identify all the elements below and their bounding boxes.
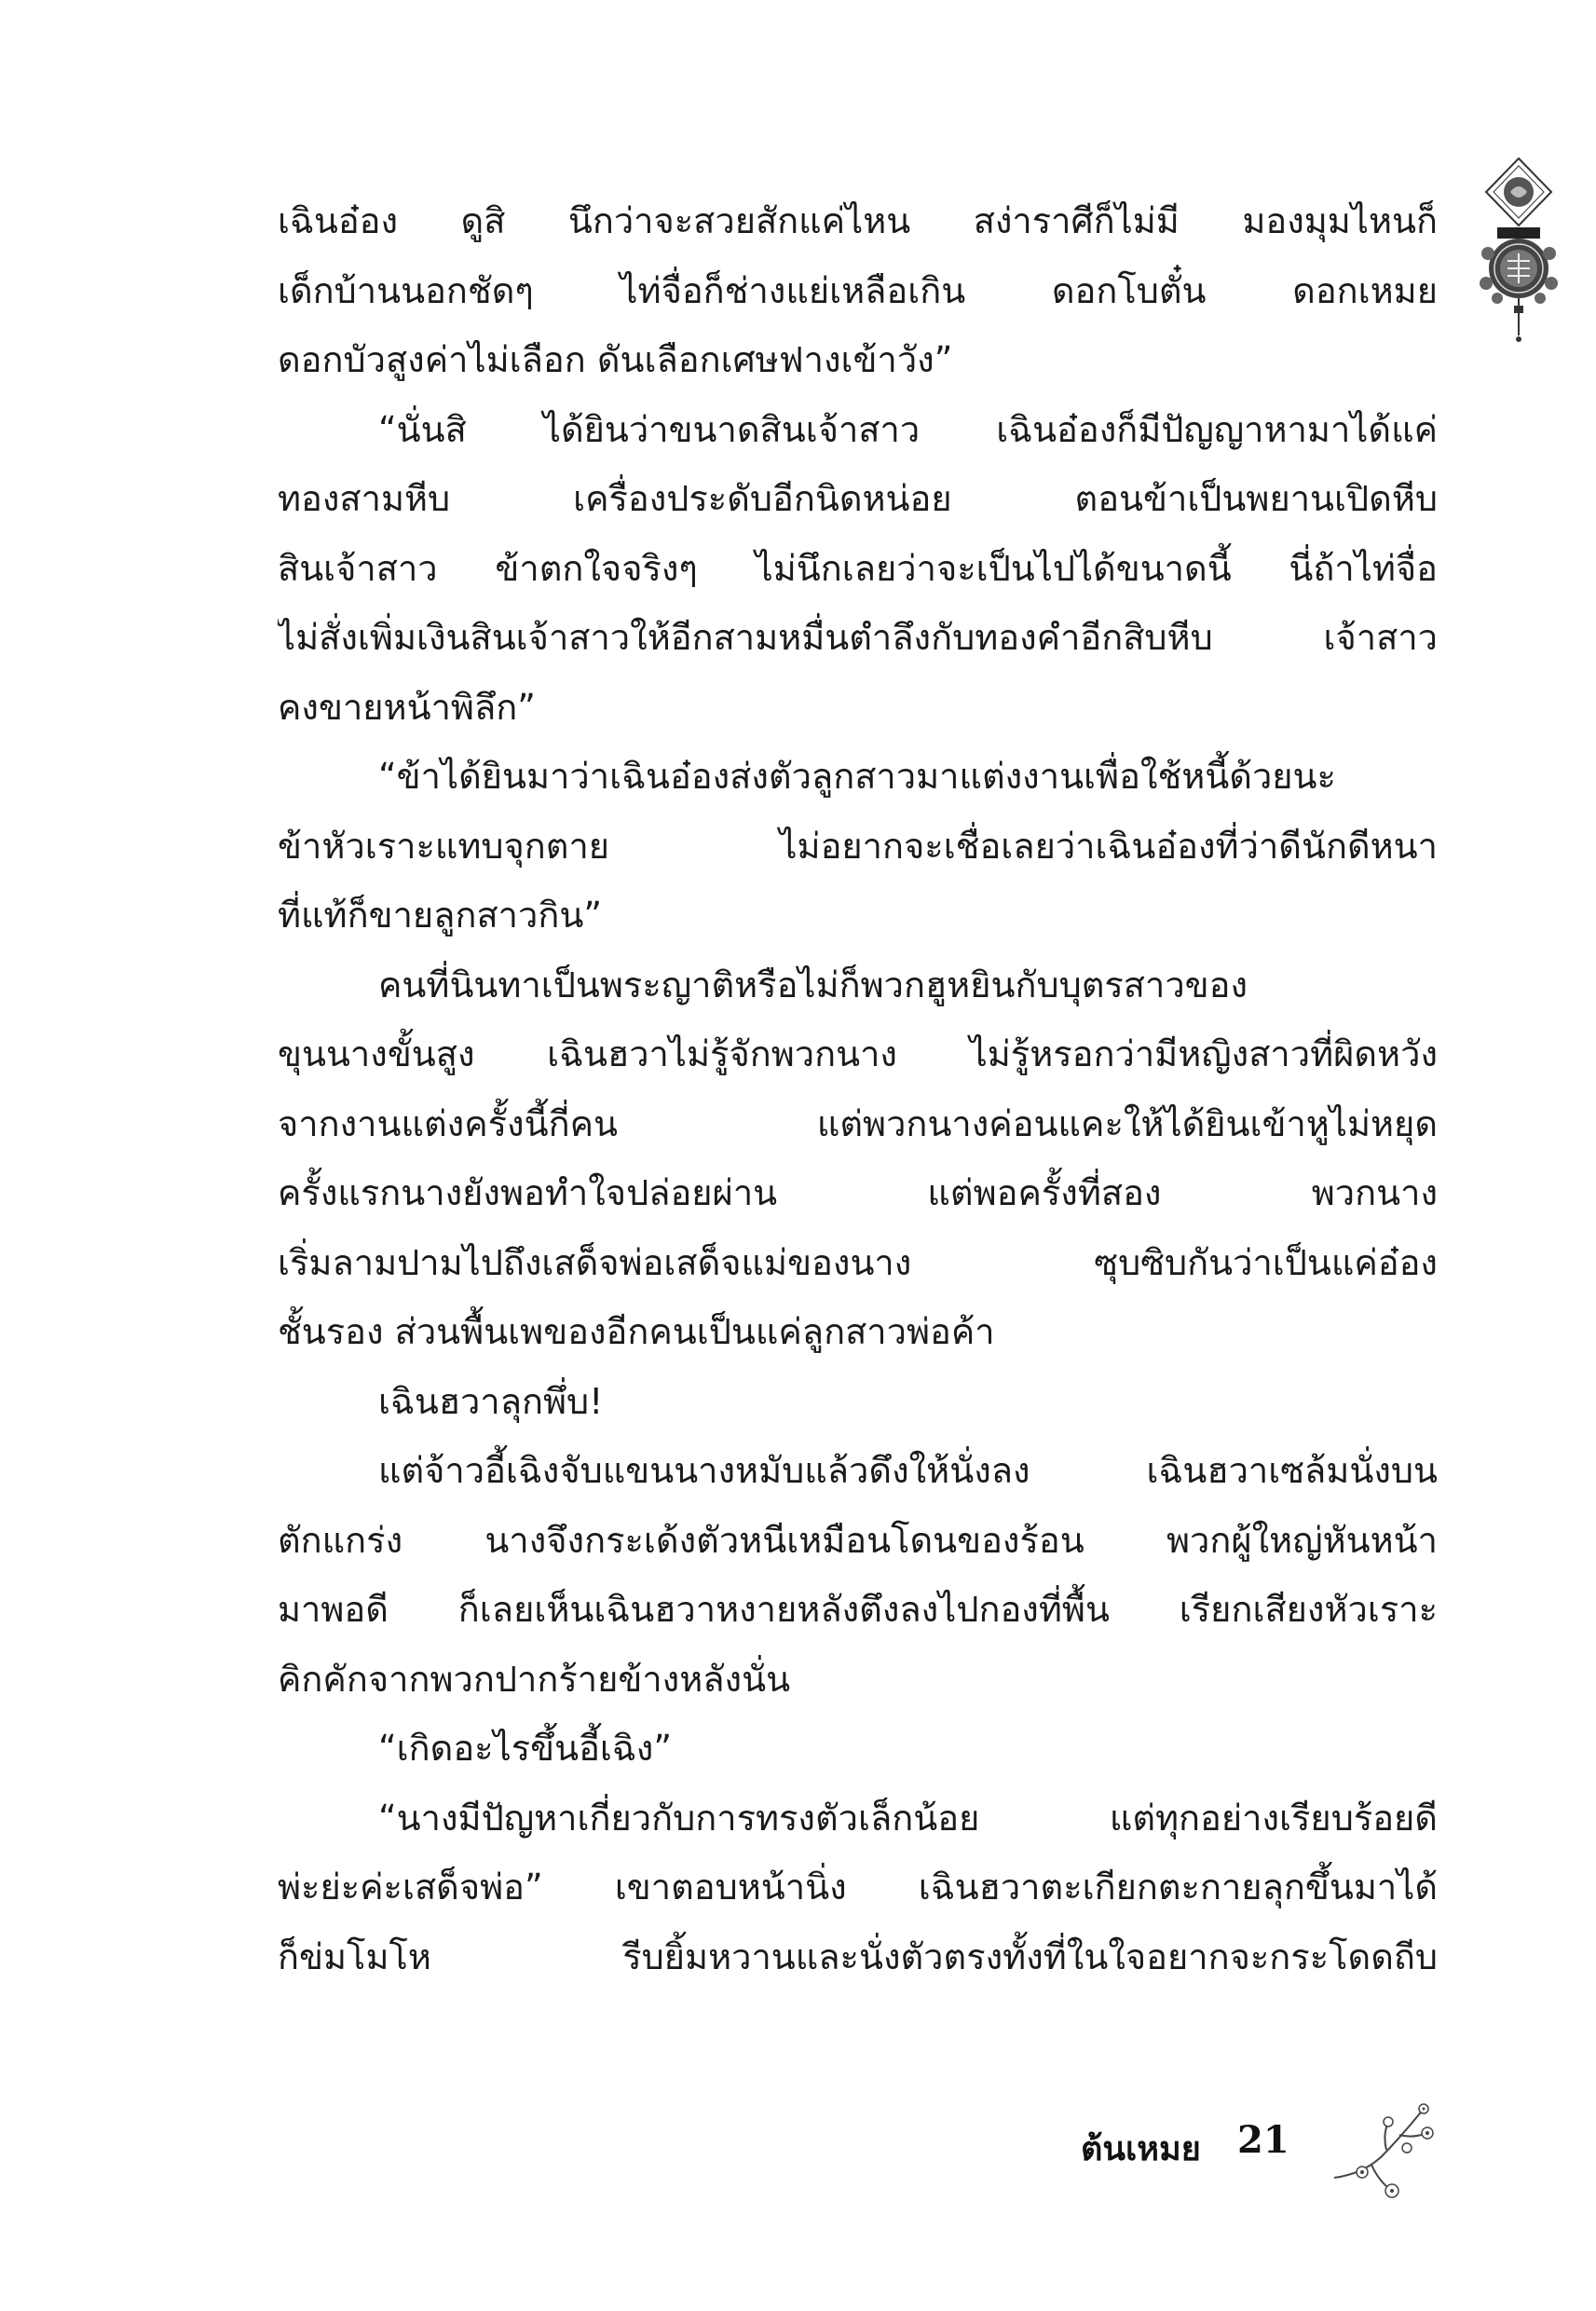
text-line: ข้าหัวเราะแทบจุกตาย ไม่อยากจะเชื่อเลยว่าเฉินอ๋องที่ว่าดีนักดีหนา <box>278 825 1438 867</box>
text-line: เริ่มลามปามไปถึงเสด็จพ่อเสด็จแม่ของนาง ซุบซิบกันว่าเป็นแค่อ๋อง <box>278 1241 1438 1283</box>
text-line: แต่จ้าวอี้เฉิงจับแขนนางหมับแล้วดึงให้นั่งลง เฉินฮวาเซล้มนั่งบน <box>378 1450 1438 1491</box>
diamond-ornament-icon <box>1477 157 1561 343</box>
text-line: เด็กบ้านนอกชัดๆ ไท่จื่อก็ช่างแย่เหลือเกิน ดอกโบตั๋น ดอกเหมย <box>278 269 1438 311</box>
text-line: สินเจ้าสาว ข้าตกใจจริงๆ ไม่นึกเลยว่าจะเป็นไปได้ขนาดนี้ นี่ถ้าไท่จื่อ <box>278 547 1438 589</box>
text-line: คงขายหน้าพิลึก” <box>278 686 536 728</box>
text-line: “นั่นสิ ได้ยินว่าขนาดสินเจ้าสาว เฉินอ๋องก็มีปัญญาหามาได้แค่ <box>378 408 1438 450</box>
text-line: คนที่นินทาเป็นพระญาติหรือไม่ก็พวกฮูหยินกับบุตรสาวของ <box>378 964 1248 1005</box>
text-line: ก็ข่มโมโห รีบยิ้มหวานและนั่งตัวตรงทั้งที่ในใจอยากจะกระโดดถีบ <box>278 1935 1438 1977</box>
text-line: ที่แท้ก็ขายลูกสาวกิน” <box>278 895 603 936</box>
page-footer <box>1081 2101 1435 2213</box>
text-line: เฉินฮวาลุกพึ่บ! <box>378 1380 604 1422</box>
text-line: “นางมีปัญหาเกี่ยวกับการทรงตัวเล็กน้อย แต่ทุกอย่างเรียบร้อยดี <box>378 1797 1438 1839</box>
plum-blossom-branch-icon <box>1334 2101 1435 2204</box>
text-line: ตักแกร่ง นางจึงกระเด้งตัวหนีเหมือนโดนของร้อน พวกผู้ใหญ่หันหน้า <box>278 1519 1438 1561</box>
text-line: คิกคักจากพวกปากร้ายข้างหลังนั่น <box>278 1658 791 1700</box>
page-number: 21 <box>1237 2118 1289 2162</box>
text-line: ครั้งแรกนางยังพอทำใจปล่อยผ่าน แต่พอครั้งที่สอง พวกนาง <box>278 1172 1438 1213</box>
text-line: พ่ะย่ะค่ะเสด็จพ่อ” เขาตอบหน้านิ่ง เฉินฮวาตะเกียกตะกายลุกขึ้นมาได้ <box>278 1867 1438 1908</box>
text-line: ไม่สั่งเพิ่มเงินสินเจ้าสาวให้อีกสามหมื่นตำลึงกับทองคำอีกสิบหีบ เจ้าสาว <box>278 617 1438 658</box>
text-line: ดอกบัวสูงค่าไม่เลือก ดันเลือกเศษฟางเข้าวัง” <box>278 339 953 380</box>
text-line: “เกิดอะไรขึ้นอี้เฉิง” <box>378 1728 673 1769</box>
book-title: ต้นเหมย <box>1081 2129 1201 2168</box>
body-text <box>278 186 1438 1991</box>
text-line: “ข้าได้ยินมาว่าเฉินอ๋องส่งตัวลูกสาวมาแต่งงานเพื่อใช้หนี้ด้วยนะ <box>378 756 1336 797</box>
corner-emblem <box>1477 157 1561 343</box>
text-line: ชั้นรอง ส่วนพื้นเพของอีกคนเป็นแค่ลูกสาวพ่อค้า <box>278 1311 995 1352</box>
text-line: ขุนนางขั้นสูง เฉินฮวาไม่รู้จักพวกนาง ไม่รู้หรอกว่ามีหญิงสาวที่ผิดหวัง <box>278 1033 1438 1074</box>
text-line: จากงานแต่งครั้งนี้กี่คน แต่พวกนางค่อนแคะให้ได้ยินเข้าหูไม่หยุด <box>278 1102 1438 1144</box>
text-line: มาพอดี ก็เลยเห็นเฉินฮวาหงายหลังตึงลงไปกองที่พื้น เรียกเสียงหัวเราะ <box>278 1589 1438 1630</box>
text-line: ทองสามหีบ เครื่องประดับอีกนิดหน่อย ตอนข้าเป็นพยานเปิดหีบ <box>278 478 1438 519</box>
text-line: เฉินอ๋อง ดูสิ นึกว่าจะสวยสักแค่ไหน สง่าราศีก็ไม่มี มองมุมไหนก็ <box>278 200 1438 241</box>
